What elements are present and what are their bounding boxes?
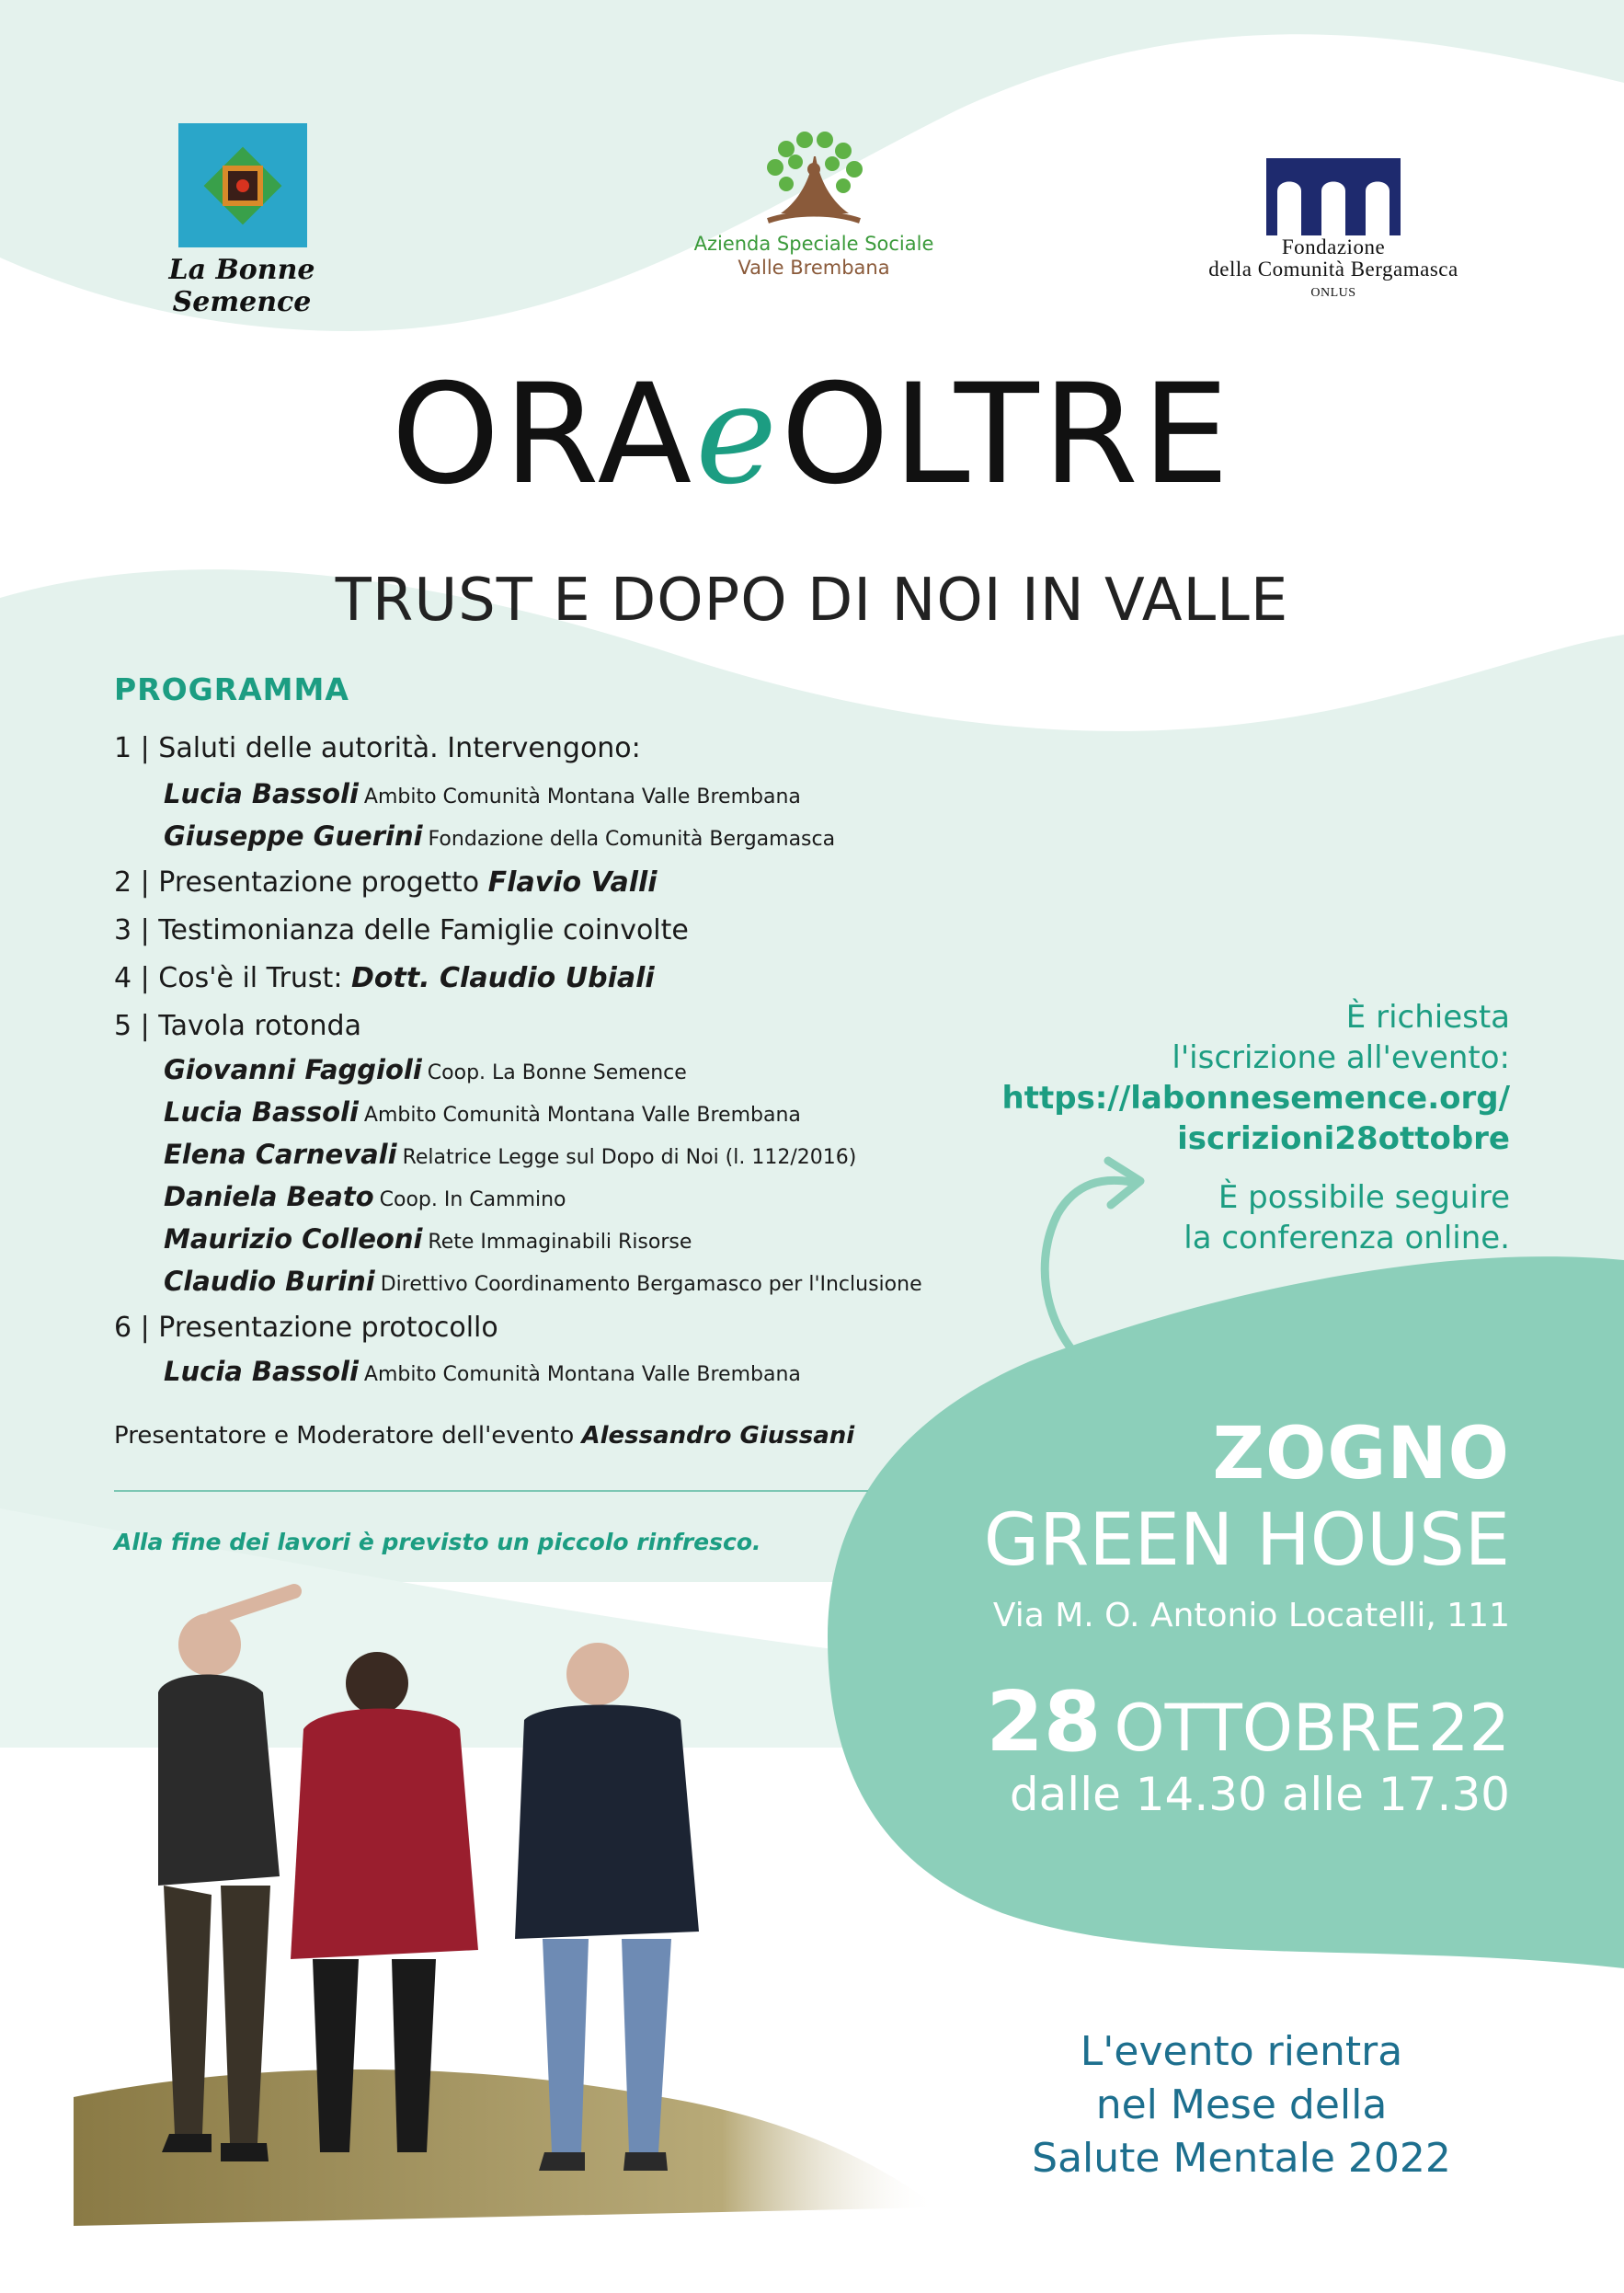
- title-conjunction: e: [695, 355, 781, 515]
- fondazione-line3: ONLUS: [1310, 286, 1356, 300]
- mental-health-month-note: [1002, 2025, 1481, 2185]
- speaker-name: Elena Carnevali: [164, 1139, 397, 1170]
- speaker-role: Ambito Comunità Montana Valle Brembana: [363, 785, 801, 808]
- azienda-line2: Valle Brembana: [738, 257, 890, 279]
- people-photo: [74, 1582, 938, 2226]
- speaker-role: Coop. In Cammino: [379, 1188, 566, 1211]
- speaker-name: Lucia Bassoli: [164, 1096, 359, 1128]
- program-item-2: [114, 866, 658, 899]
- speaker-role: Relatrice Legge sul Dopo di Noi (l. 112/2016): [402, 1146, 857, 1169]
- online-line2: la conferenza online.: [1184, 1220, 1510, 1256]
- program-item-5: [114, 1010, 361, 1042]
- event-subtitle: TRUST E DOPO DI NOI IN VALLE: [335, 567, 1289, 635]
- speaker-row: [164, 1356, 801, 1387]
- moderator-name: Alessandro Giussani: [581, 1422, 855, 1450]
- item-text: Tavola rotonda: [158, 1010, 361, 1042]
- speaker-row: [164, 1054, 687, 1085]
- la-bonne-semence-emblem-icon: [178, 123, 307, 247]
- venue-address: Via M. O. Antonio Locatelli, 111: [992, 1597, 1510, 1634]
- speaker-name: Lucia Bassoli: [164, 778, 359, 809]
- speaker-role: Coop. La Bonne Semence: [427, 1061, 687, 1084]
- speaker-role: Direttivo Coordinamento Bergamasco per l'Inclusione: [380, 1273, 922, 1296]
- date-year: 22: [1427, 1691, 1510, 1766]
- speaker-name: Claudio Burini: [164, 1266, 375, 1297]
- registration-line2: l'iscrizione all'evento:: [1172, 1039, 1510, 1076]
- speaker-row: [164, 1223, 692, 1255]
- registration-line1: È richiesta: [1345, 999, 1510, 1036]
- item-text: Cos'è il Trust:: [158, 962, 343, 994]
- moderator-label: Presentatore e Moderatore dell'evento: [114, 1422, 575, 1450]
- title-part1: ORA: [391, 355, 696, 515]
- venue-name: GREEN HOUSE: [983, 1499, 1510, 1582]
- speaker-name: Maurizio Colleoni: [164, 1223, 423, 1255]
- fondazione-line1: Fondazione: [1281, 235, 1386, 258]
- program-item-4: [114, 962, 655, 994]
- month-note-line2: nel Mese della: [1095, 2081, 1388, 2128]
- title-part2: OLTRE: [781, 355, 1233, 515]
- speaker-name: Lucia Bassoli: [164, 1356, 359, 1387]
- registration-block: [866, 997, 1510, 1258]
- speaker-name: Giuseppe Guerini: [164, 820, 423, 852]
- speaker-role: Ambito Comunità Montana Valle Brembana: [363, 1363, 801, 1386]
- month-note-line3: Salute Mentale 2022: [1032, 2135, 1451, 2182]
- date-month: OTTOBRE: [1114, 1691, 1423, 1766]
- item-number: 5 |: [114, 1010, 150, 1042]
- item-text: Presentazione protocollo: [158, 1312, 498, 1344]
- program-divider: [114, 1490, 868, 1492]
- azienda-line1: Azienda Speciale Sociale: [693, 233, 934, 255]
- fondazione-arches-icon: [1266, 158, 1401, 235]
- venue-date: [986, 1674, 1510, 1771]
- item-number: 1 |: [114, 732, 150, 764]
- speaker-row: [164, 1266, 922, 1297]
- speaker-row: [164, 1139, 856, 1170]
- event-title: [0, 355, 1624, 515]
- item-number: 6 |: [114, 1312, 150, 1344]
- program-heading: PROGRAMMA: [114, 671, 349, 707]
- item-number: 3 |: [114, 914, 150, 946]
- online-line1: È possibile seguire: [1218, 1179, 1510, 1216]
- speaker-role: Rete Immaginabili Risorse: [428, 1231, 692, 1254]
- date-day: 28: [986, 1674, 1102, 1771]
- item-number: 2 |: [114, 866, 150, 899]
- tree-icon: [759, 129, 869, 230]
- speaker-row: [164, 820, 835, 852]
- speaker-role: Fondazione della Comunità Bergamasca: [428, 828, 836, 851]
- item-strong: Dott. Claudio Ubiali: [350, 962, 655, 994]
- fondazione-line2: della Comunità Bergamasca: [1208, 258, 1458, 281]
- item-text: Presentazione progetto: [158, 866, 480, 899]
- logo-fondazione: [1149, 158, 1517, 305]
- item-text: Saluti delle autorità. Intervengono:: [158, 732, 641, 764]
- speaker-name: Giovanni Faggioli: [164, 1054, 422, 1085]
- speaker-row: [164, 1181, 566, 1212]
- venue-time: dalle 14.30 alle 17.30: [1009, 1768, 1510, 1821]
- speaker-row: [164, 1096, 801, 1128]
- program-item-1: [114, 732, 641, 764]
- item-strong: Flavio Valli: [487, 866, 658, 899]
- speaker-role: Ambito Comunità Montana Valle Brembana: [363, 1104, 801, 1127]
- registration-url-line1[interactable]: https://labonnesemence.org/: [1001, 1080, 1510, 1117]
- moderator-line: [114, 1422, 854, 1450]
- logo-azienda-speciale: [690, 129, 938, 285]
- speaker-name: Daniela Beato: [164, 1181, 374, 1212]
- item-number: 4 |: [114, 962, 150, 994]
- item-text: Testimonianza delle Famiglie coinvolte: [158, 914, 689, 946]
- program-item-3: [114, 914, 689, 946]
- la-bonne-semence-name: La Bonne Semence: [168, 254, 315, 318]
- logo-la-bonne-semence: [118, 120, 366, 318]
- speaker-row: [164, 778, 801, 809]
- refreshment-note: Alla fine dei lavori è previsto un piccolo rinfresco.: [114, 1529, 761, 1555]
- month-note-line1: L'evento rientra: [1080, 2028, 1403, 2075]
- program-item-6: [114, 1312, 498, 1344]
- venue-city: ZOGNO: [1212, 1413, 1510, 1496]
- registration-url-line2[interactable]: iscrizioni28ottobre: [1177, 1120, 1510, 1157]
